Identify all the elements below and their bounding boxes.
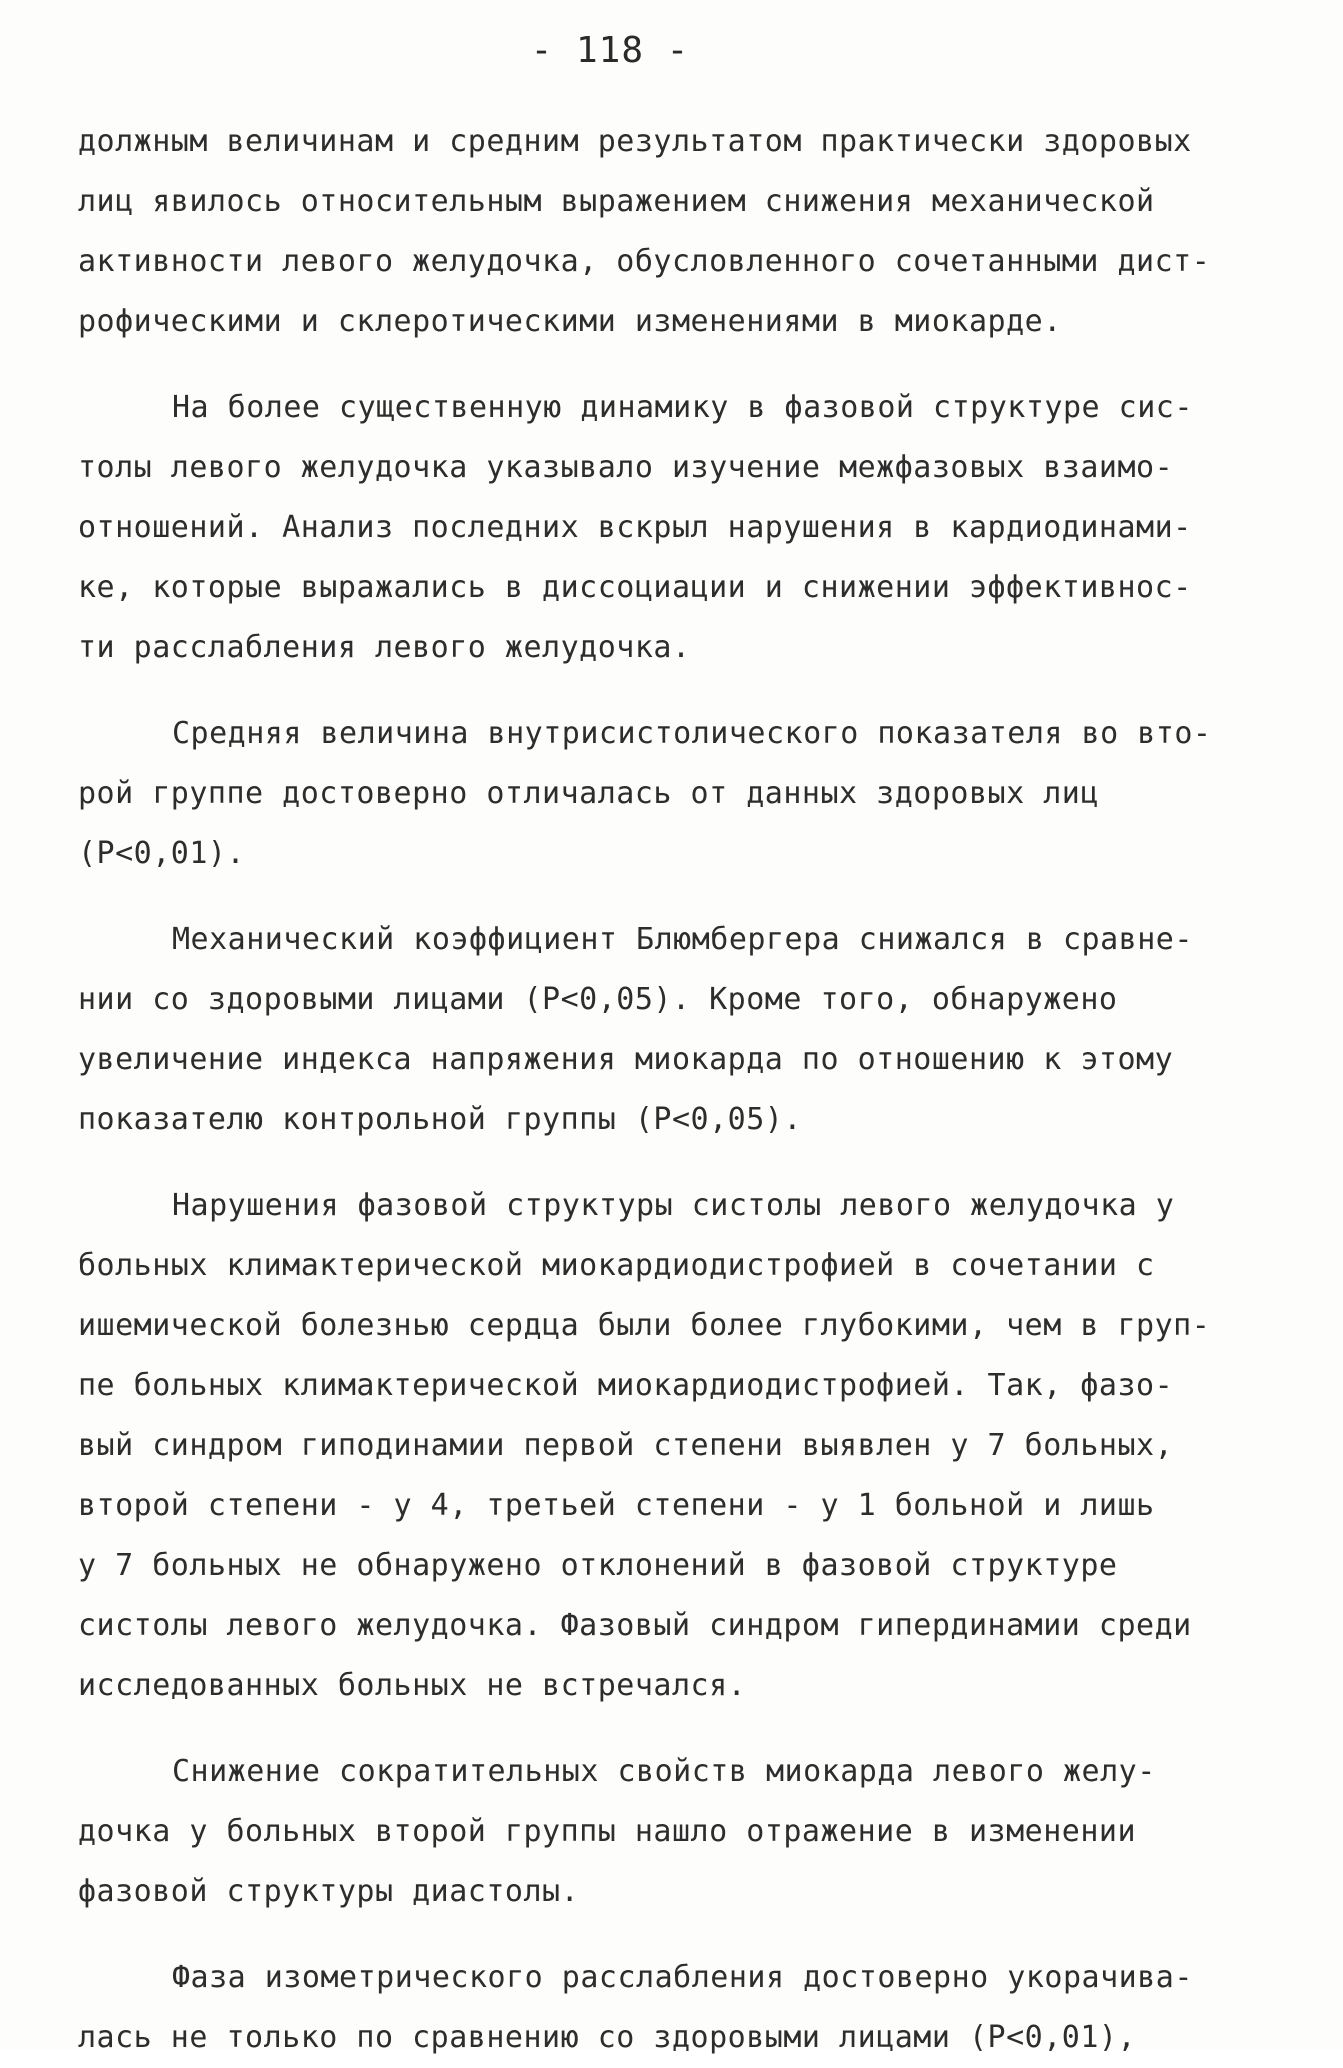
text-line: показателю контрольной группы (P<0,05). — [78, 1102, 802, 1137]
paragraph-3 — [78, 704, 1288, 884]
text-line: второй степени - у 4, третьей степени - у 1 больной и лишь — [78, 1488, 1155, 1523]
text-line: у 7 больных не обнаружено отклонений в фазовой структуре — [78, 1548, 1118, 1583]
document-body — [78, 112, 1288, 2068]
paragraph-7 — [78, 1948, 1288, 2068]
text-line: На более существенную динамику в фазовой структуре сис- — [172, 390, 1193, 425]
text-line: нии со здоровыми лицами (P<0,05). Кроме того, обнаружено — [78, 982, 1118, 1017]
text-line: лась не только по сравнению со здоровыми лицами (P<0,01), — [78, 2020, 1137, 2055]
text-line: лиц явилось относительным выражением снижения механической — [78, 184, 1155, 219]
text-line: рофическими и склеротическими изменениями в миокарде. — [78, 304, 1062, 339]
text-line: Снижение сократительных свойств миокарда левого желу- — [172, 1754, 1156, 1789]
paragraph-4 — [78, 910, 1288, 1150]
paragraph-2 — [78, 378, 1288, 678]
text-line: толы левого желудочка указывало изучение межфазовых взаимо- — [78, 450, 1174, 485]
text-line: Нарушения фазовой структуры систолы левого желудочка у — [172, 1188, 1175, 1223]
text-line: увеличение индекса напряжения миокарда по отношению к этому — [78, 1042, 1174, 1077]
paragraph-1 — [78, 112, 1288, 352]
text-line: исследованных больных не встречался. — [78, 1668, 747, 1703]
text-line: отношений. Анализ последних вскрыл нарушения в кардиодинами- — [78, 510, 1192, 545]
paragraph-5 — [78, 1176, 1288, 1716]
text-line: дочка у больных второй группы нашло отражение в изменении — [78, 1814, 1137, 1849]
text-line: систолы левого желудочка. Фазовый синдром гипердинамии среди — [78, 1608, 1192, 1643]
text-line: рой группе достоверно отличалась от данных здоровых лиц — [78, 776, 1099, 811]
text-line: фазовой структуры диастолы. — [78, 1874, 580, 1909]
text-line: пе больных климактерической миокардиодистрофией. Так, фазо- — [78, 1368, 1174, 1403]
text-line: больных климактерической миокардиодистрофией в сочетании с — [78, 1248, 1155, 1283]
text-line: (P<0,01). — [78, 836, 246, 871]
text-line: Механический коэффициент Блюмбергера снижался в сравне- — [172, 922, 1193, 957]
text-line: Фаза изометрического расслабления достоверно укорачива- — [172, 1960, 1193, 1995]
text-line: ишемической болезнью сердца были более глубокими, чем в груп- — [78, 1308, 1211, 1343]
text-line: Средняя величина внутрисистолического показателя во вто- — [172, 716, 1212, 751]
text-line: должным величинам и средним результатом практически здоровых — [78, 124, 1192, 159]
text-line: активности левого желудочка, обусловленного сочетанными дист- — [78, 244, 1211, 279]
text-line: ти расслабления левого желудочка. — [78, 630, 691, 665]
text-line: ке, которые выражались в диссоциации и снижении эффективнос- — [78, 570, 1192, 605]
paragraph-6 — [78, 1742, 1288, 1922]
text-line: вый синдром гиподинамии первой степени выявлен у 7 больных, — [78, 1428, 1174, 1463]
page-number: - 118 - — [530, 30, 690, 71]
